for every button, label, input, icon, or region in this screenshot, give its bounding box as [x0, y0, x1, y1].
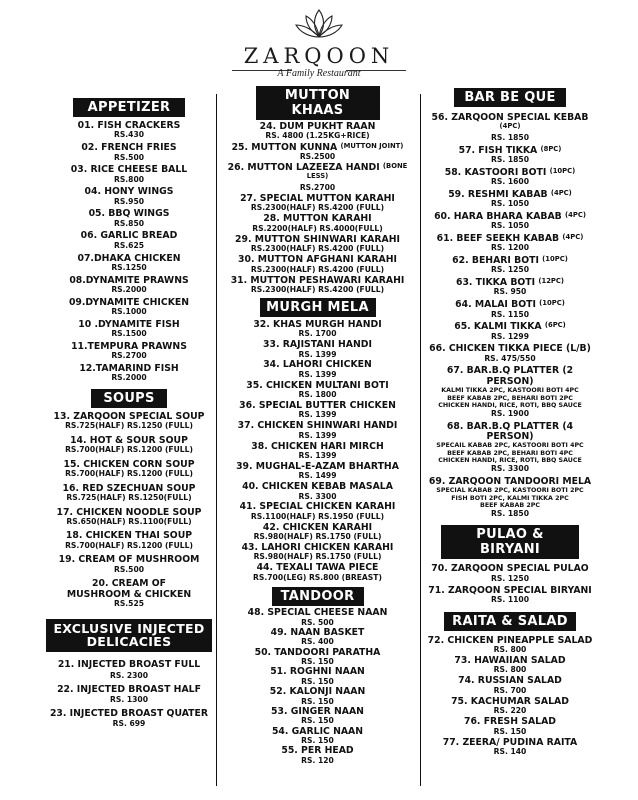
menu-item — [218, 502, 417, 521]
item-name-text: 62. BEHARI BOTI — [452, 254, 539, 266]
item-price: RS.650(HALF) RS.1100(FULL) — [66, 516, 192, 526]
section-title-murgh: MURGH MELA — [260, 298, 376, 317]
item-name-text: 48. SPECIAL CHEESE NAAN — [247, 607, 388, 619]
item-name-text: 56. ZARQOON SPECIAL KEBAB — [431, 112, 589, 123]
menu-item — [44, 187, 214, 206]
item-price: RS.1100(HALF) RS.1950 (FULL) — [250, 511, 385, 521]
item-name-text: 04. HONY WINGS — [84, 186, 174, 198]
section-title-bbq: BAR BE QUE — [454, 88, 566, 107]
section-title-injected — [46, 619, 212, 653]
item-name-text: 40. CHICKEN KEBAB MASALA — [242, 481, 393, 493]
item-name — [44, 143, 214, 153]
item-price: RS.2700 — [111, 351, 147, 361]
murgh-list — [218, 320, 417, 582]
menu-item — [44, 143, 214, 162]
item-price: RS.2000 — [111, 373, 147, 383]
item-note: (4PC) — [550, 188, 572, 197]
item-name — [44, 660, 214, 670]
item-price: RS.950 — [113, 196, 145, 206]
menu-item — [422, 676, 598, 695]
appetizer-list — [44, 121, 214, 383]
menu-item — [218, 122, 417, 141]
item-note: (8PC) — [540, 144, 562, 153]
item-name — [422, 422, 598, 443]
menu-item — [422, 113, 598, 142]
item-name-text: 61. BEEF SEEKH KABAB — [436, 232, 560, 244]
item-price: RS.1500 — [111, 329, 147, 339]
item-name-text: 21. INJECTED BROAST FULL — [57, 659, 201, 671]
item-name-text: 10 .DYNAMITE FISH — [78, 318, 180, 330]
menu-item — [218, 381, 417, 400]
item-price: RS.850 — [113, 218, 145, 228]
item-name-text: 09.DYNAMITE CHICKEN — [68, 296, 190, 308]
item-price: RS. 1399 — [298, 369, 337, 379]
column-divider — [216, 94, 217, 786]
menu-header — [0, 0, 638, 90]
item-name-text: 58. KASTOORI BOTI — [444, 166, 547, 178]
menu-item — [422, 234, 598, 253]
item-name-text: 28. MUTTON KARAHI — [263, 213, 372, 225]
menu-item — [218, 255, 417, 274]
item-name-text: 17. CHICKEN NOODLE SOUP — [56, 506, 202, 518]
item-note: (4PC) — [562, 232, 584, 241]
item-name-text: 43. LAHORI CHICKEN KARAHI — [241, 542, 394, 554]
item-price: RS. 1150 — [491, 309, 529, 319]
item-price: RS. 140 — [493, 747, 527, 757]
item-note: (10PC) — [539, 299, 565, 308]
item-name — [44, 709, 214, 719]
item-name — [218, 687, 417, 697]
menu-item — [422, 322, 598, 341]
column-divider — [420, 94, 421, 786]
item-name-text: 39. MUGHAL-E-AZAM BHARTHA — [236, 460, 399, 472]
menu-item — [44, 276, 214, 295]
item-name-text: 25. MUTTON KUNNA — [231, 141, 338, 153]
menu-item — [218, 442, 417, 461]
item-name-text: 31. MUTTON PESHAWARI KARAHI — [230, 274, 405, 286]
item-name — [422, 300, 598, 310]
pulao-list — [422, 564, 598, 604]
item-price: RS.2300(HALF) RS.4200 (FULL) — [250, 203, 385, 213]
item-price: RS. 1850 — [491, 132, 529, 142]
item-price: RS.725(HALF) RS.1250 (FULL) — [65, 421, 193, 431]
menu-item — [218, 482, 417, 501]
item-name — [218, 340, 417, 350]
item-note: (4PC) — [565, 210, 586, 219]
menu-item — [422, 422, 598, 474]
item-name-text: 07.DHAKA CHICKEN — [77, 252, 181, 264]
item-price: RS. 1399 — [298, 430, 337, 440]
item-name-text: 14. HOT & SOUR SOUP — [70, 434, 188, 446]
item-name-text: 41. SPECIAL CHICKEN KARAHI — [239, 501, 396, 513]
item-name-text: 74. RUSSIAN SALAD — [458, 675, 562, 687]
item-name-text: 11.TEMPURA PRAWNS — [71, 340, 187, 352]
menu-item — [44, 436, 214, 455]
lotus-icon — [289, 6, 349, 42]
item-price: RS. 3300 — [298, 491, 337, 501]
item-name-text: 51. ROGHNI NAAN — [270, 666, 365, 678]
item-price: RS. 1850 — [491, 508, 529, 518]
soups-list — [44, 412, 214, 609]
item-price: RS. 220 — [493, 706, 527, 716]
item-price: RS.2000 — [111, 285, 147, 295]
item-name-text: 57. FISH TIKKA — [458, 144, 538, 156]
item-name-text: 30. MUTTON AFGHANI KARAHI — [238, 254, 397, 266]
item-description: BEEF KABAB 2PC, BEHARI BOTI 2PC — [447, 394, 573, 402]
item-name-text: 64. MALAI BOTI — [455, 299, 536, 311]
menu-item — [422, 586, 598, 605]
menu-item — [218, 648, 417, 667]
menu-item — [218, 320, 417, 339]
item-name-text: 66. CHICKEN TIKKA PIECE (L/B) — [429, 343, 591, 355]
item-name-text: 33. RAJISTANI HANDI — [263, 339, 372, 351]
item-note: (BONE LESS) — [306, 162, 408, 181]
menu-item — [218, 563, 417, 582]
item-name-text: 29. MUTTON SHINWARI KARAHI — [235, 233, 400, 245]
item-name-text: 73. HAWAIIAN SALAD — [454, 654, 566, 666]
item-price: RS.725(HALF) RS.1250(FULL) — [66, 493, 192, 503]
tandoor-list — [218, 608, 417, 765]
item-price: RS. 1100 — [491, 595, 529, 605]
item-name-text: 23. INJECTED BROAST QUATER — [49, 707, 209, 719]
item-price: RS.800 — [113, 174, 145, 184]
item-price: RS. 1200 — [491, 243, 529, 253]
menu-item — [422, 738, 598, 757]
menu-item — [422, 212, 598, 231]
item-price: RS.430 — [113, 130, 145, 140]
item-price: RS. 1250 — [491, 573, 529, 583]
item-name-text: 20. CREAM OF — [92, 578, 166, 590]
item-description: BEEF KABAB 2PC — [480, 502, 540, 510]
item-price: RS. 1399 — [298, 410, 337, 420]
item-price: RS. 1300 — [110, 694, 148, 704]
menu-item — [218, 667, 417, 686]
menu-item — [218, 163, 417, 192]
item-name-text: 52. KALONJI NAAN — [269, 686, 366, 698]
menu-item — [44, 531, 214, 550]
item-name-text: 24. DUM PUKHT RAAN — [259, 121, 376, 132]
menu-item — [218, 608, 417, 627]
menu-item — [44, 254, 214, 273]
item-name-text: 05. BBQ WINGS — [88, 208, 170, 220]
item-price: RS. 150 — [301, 735, 334, 745]
item-name — [44, 685, 214, 695]
item-name-text: 16. RED SZECHUAN SOUP — [62, 482, 196, 494]
item-price: RS. 4800 (1.25KG+RICE) — [265, 131, 370, 141]
menu-item — [44, 460, 214, 479]
item-price: RS. 1800 — [298, 390, 337, 400]
menu-item — [44, 579, 214, 608]
item-note: (12PC) — [538, 277, 565, 286]
menu-item — [44, 484, 214, 503]
menu-item — [44, 555, 214, 574]
item-name-text: 70. ZARQOON SPECIAL PULAO — [431, 563, 589, 575]
item-price: RS.700(LEG) RS.800 (BREAST) — [253, 572, 382, 582]
item-price: RS. 1250 — [491, 265, 529, 275]
section-title-appetizer: APPETIZER — [73, 98, 185, 117]
item-price: RS. 475/550 — [484, 353, 536, 363]
menu-item — [218, 235, 417, 254]
menu-item — [422, 366, 598, 418]
menu-item — [44, 298, 214, 317]
item-name-text: 26. MUTTON LAZEEZA HANDI — [227, 162, 380, 173]
section-title-pulao: PULAO & BIRYANI — [441, 525, 579, 559]
item-price: RS. 950 — [493, 287, 527, 297]
item-name-text: 34. LAHORI CHICKEN — [263, 359, 372, 371]
menu-item — [422, 300, 598, 319]
item-name-text: 67. BAR.B.Q PLATTER (2 PERSON) — [446, 365, 574, 387]
item-description: BEEF KABAB 2PC, BEHARI BOTI 4PC — [447, 449, 573, 457]
item-price: RS. 150 — [301, 716, 334, 726]
item-name-text: 50. TANDOORI PARATHA — [254, 646, 381, 658]
item-note: (MUTTON JOINT) — [340, 141, 404, 150]
item-name-text: 38. CHICKEN HARI MIRCH — [251, 440, 384, 452]
item-price: RS. 3300 — [491, 464, 529, 474]
item-name-text: 19. CREAM OF MUSHROOM — [58, 554, 200, 566]
menu-item — [422, 344, 598, 363]
menu-item — [422, 146, 598, 165]
menu-item — [422, 256, 598, 275]
menu-item — [218, 707, 417, 726]
brand-name: ZARQOON — [243, 44, 395, 68]
item-price: RS. 150 — [301, 676, 334, 686]
item-description: CHICKEN HANDI, RICE, ROTI, BBQ SAUCE — [438, 402, 582, 410]
item-name-text: 02. FRENCH FRIES — [81, 142, 177, 154]
section-title-soups: SOUPS — [91, 389, 167, 408]
item-name-text: 60. HARA BHARA KABAB — [434, 210, 562, 222]
item-name-text: 54. GARLIC NAAN — [271, 725, 364, 737]
item-description: FISH BOTI 2PC, KALMI TIKKA 2PC — [451, 494, 569, 502]
item-price: RS.2300(HALF) RS.4200 (FULL) — [250, 285, 385, 295]
item-name-text: 76. FRESH SALAD — [463, 716, 556, 728]
item-name-text: 55. PER HEAD — [281, 745, 354, 757]
menu-column-2 — [218, 86, 417, 766]
item-price: RS.2200(HALF) RS.4000(FULL) — [252, 223, 383, 233]
item-note: (6PC) — [544, 321, 566, 330]
item-description: SPECIAL KABAB 2PC, KASTOORI BOTI 2PC — [436, 487, 584, 495]
menu-item — [44, 709, 214, 729]
item-name-text: 72. CHICKEN PINEAPPLE SALAD — [427, 634, 593, 646]
menu-item — [44, 685, 214, 705]
item-name-text: 35. CHICKEN MULTANI BOTI — [246, 379, 389, 391]
item-price: RS. 1399 — [298, 349, 337, 359]
item-price: RS. 1299 — [491, 331, 529, 341]
menu-item — [218, 628, 417, 647]
menu-item — [44, 231, 214, 250]
item-price: RS. 2300 — [110, 670, 148, 680]
menu-item — [218, 194, 417, 213]
item-note: (4PC) — [499, 122, 521, 131]
item-price: RS. 699 — [112, 719, 146, 729]
item-note: (10PC) — [549, 166, 576, 175]
section-title-tandoor: TANDOOR — [272, 587, 364, 606]
item-note: (10PC) — [542, 254, 568, 263]
item-price: RS.625 — [113, 240, 145, 250]
item-price: RS. 150 — [493, 726, 527, 736]
item-price: RS. 1600 — [491, 177, 529, 186]
item-name-text: 69. ZARQOON TANDOORI MELA — [428, 475, 592, 487]
item-name-text: 53. GINGER NAAN — [271, 705, 364, 717]
menu-item — [218, 276, 417, 295]
item-name-text: 44. TEXALI TAWA PIECE — [256, 562, 379, 574]
menu-item — [218, 401, 417, 420]
bbq-list — [422, 113, 598, 518]
menu-item — [422, 636, 598, 655]
mutton-list — [218, 122, 417, 295]
item-name-text: 06. GARLIC BREAD — [80, 230, 178, 242]
menu-item — [44, 209, 214, 228]
item-price: RS.1250 — [111, 262, 147, 272]
item-price: RS. 400 — [301, 637, 334, 647]
item-price: RS. 1499 — [298, 471, 337, 481]
item-price: RS. 1900 — [491, 408, 529, 418]
item-name-text: 27. SPECIAL MUTTON KARAHI — [240, 192, 395, 204]
item-price: RS.700(HALF) RS.1200 (FULL) — [65, 445, 193, 455]
item-price: RS. 120 — [301, 755, 334, 765]
menu-item — [422, 697, 598, 716]
section-title-mutton: MUTTON KHAAS — [256, 86, 380, 120]
item-name-text: 63. TIKKA BOTI — [455, 277, 536, 289]
menu-item — [422, 190, 598, 209]
item-price: RS. 800 — [493, 644, 527, 654]
item-price: RS.980(HALF) RS.1750 (FULL) — [253, 532, 382, 542]
menu-column-3 — [422, 88, 598, 758]
menu-item — [44, 342, 214, 361]
item-price: RS.1000 — [111, 307, 147, 317]
menu-item — [218, 214, 417, 233]
item-name — [422, 366, 598, 387]
menu-item — [218, 543, 417, 562]
item-name-text: 12.TAMARIND FISH — [79, 363, 179, 375]
menu-item — [218, 687, 417, 706]
item-price: RS.2300(HALF) RS.4200 (FULL) — [250, 264, 385, 274]
item-name-text: 42. CHICKEN KARAHI — [262, 521, 373, 533]
menu-item — [218, 462, 417, 481]
menu-item — [44, 165, 214, 184]
item-name-text: 49. NAAN BASKET — [270, 626, 365, 638]
menu-item — [44, 660, 214, 680]
item-description: KALMI TIKKA 2PC, KASTOORI BOTI 4PC — [441, 387, 579, 395]
menu-item — [218, 360, 417, 379]
item-name-text: 65. KALMI TIKKA — [454, 321, 542, 333]
item-price: RS. 1050 — [491, 221, 529, 231]
item-price: RS.700(HALF) RS.1200 (FULL) — [65, 469, 193, 479]
raita-list — [422, 636, 598, 757]
menu-item — [218, 340, 417, 359]
item-name-line2: MUSHROOM & CHICKEN — [66, 588, 192, 600]
menu-item — [218, 523, 417, 542]
item-name-text: 68. BAR.B.Q PLATTER (4 PERSON) — [446, 420, 574, 442]
item-name-text: 15. CHICKEN CORN SOUP — [63, 458, 195, 470]
item-price: RS. 1050 — [491, 199, 529, 209]
item-name-text: 77. ZEERA/ PUDINA RAITA — [442, 736, 578, 748]
item-price: RS.980(HALF) RS.1750 (FULL) — [253, 552, 382, 562]
item-price: RS. 700 — [493, 685, 527, 695]
menu-item — [422, 168, 598, 187]
item-price: RS.2700 — [299, 182, 336, 192]
item-name — [422, 477, 598, 487]
menu-item — [218, 746, 417, 765]
item-price: RS. 1399 — [298, 451, 337, 460]
menu-item — [218, 727, 417, 746]
item-name-text: 08.DYNAMITE PRAWNS — [69, 274, 189, 286]
item-description: SPECAIL KABAB 2PC, KASTOORI BOTI 4PC — [436, 442, 584, 450]
item-price: RS.2500 — [299, 151, 336, 161]
item-description: CHICKEN HANDI, RICE, ROTI, BBQ SAUCE — [438, 457, 582, 465]
section-title-raita: RAITA & SALAD — [444, 612, 576, 631]
item-price: RS. 800 — [493, 665, 527, 675]
item-price: RS. 1850 — [491, 154, 529, 164]
item-price: RS.525 — [113, 599, 145, 609]
section-title-line: EXCLUSIVE INJECTED — [53, 620, 205, 636]
item-name-text: 13. ZARQOON SPECIAL SOUP — [53, 410, 205, 422]
menu-item — [44, 121, 214, 140]
injected-list — [44, 660, 214, 729]
item-name-text: 59. RESHMI KABAB — [448, 188, 548, 200]
item-name — [218, 163, 417, 184]
menu-item — [422, 564, 598, 583]
item-price: RS.700(HALF) RS.1200 (FULL) — [65, 540, 193, 550]
brand-tagline: A Family Restaurant — [277, 68, 361, 79]
menu-item — [422, 717, 598, 736]
menu-item — [422, 278, 598, 297]
menu-item — [44, 412, 214, 431]
menu-item — [44, 508, 214, 527]
item-name-text: 32. KHAS MURGH HANDI — [253, 318, 382, 330]
menu-item — [422, 477, 598, 519]
item-name-text: 22. INJECTED BROAST HALF — [57, 683, 201, 695]
item-name-text: 03. RICE CHEESE BALL — [70, 164, 188, 176]
section-title-line: DELICACIES — [86, 634, 172, 650]
item-price: RS. 500 — [301, 617, 334, 627]
item-name-text: 36. SPECIAL BUTTER CHICKEN — [239, 400, 396, 411]
item-name-text: 75. KACHUMAR SALAD — [451, 695, 569, 707]
menu-item — [218, 143, 417, 162]
menu-item — [44, 320, 214, 339]
menu-column-1 — [44, 96, 214, 733]
item-price: RS. 1700 — [298, 329, 337, 339]
item-name-text: 18. CHICKEN THAI SOUP — [65, 530, 193, 542]
item-price: RS.2300(HALF) RS.4200 (FULL) — [250, 244, 385, 254]
menu-item — [218, 421, 417, 440]
menu-item — [44, 364, 214, 383]
item-name-text: 71. ZARQOON SPECIAL BIRYANI — [428, 584, 592, 596]
item-price: RS. 150 — [301, 657, 334, 667]
item-name-text: 01. FISH CRACKERS — [77, 120, 181, 131]
item-name-text: 37. CHICKEN SHINWARI HANDI — [237, 420, 398, 432]
menu-item — [422, 656, 598, 675]
item-price: RS. 150 — [301, 696, 334, 706]
item-name — [422, 113, 598, 134]
item-price: RS.500 — [113, 152, 145, 162]
item-price: RS.500 — [113, 564, 145, 574]
